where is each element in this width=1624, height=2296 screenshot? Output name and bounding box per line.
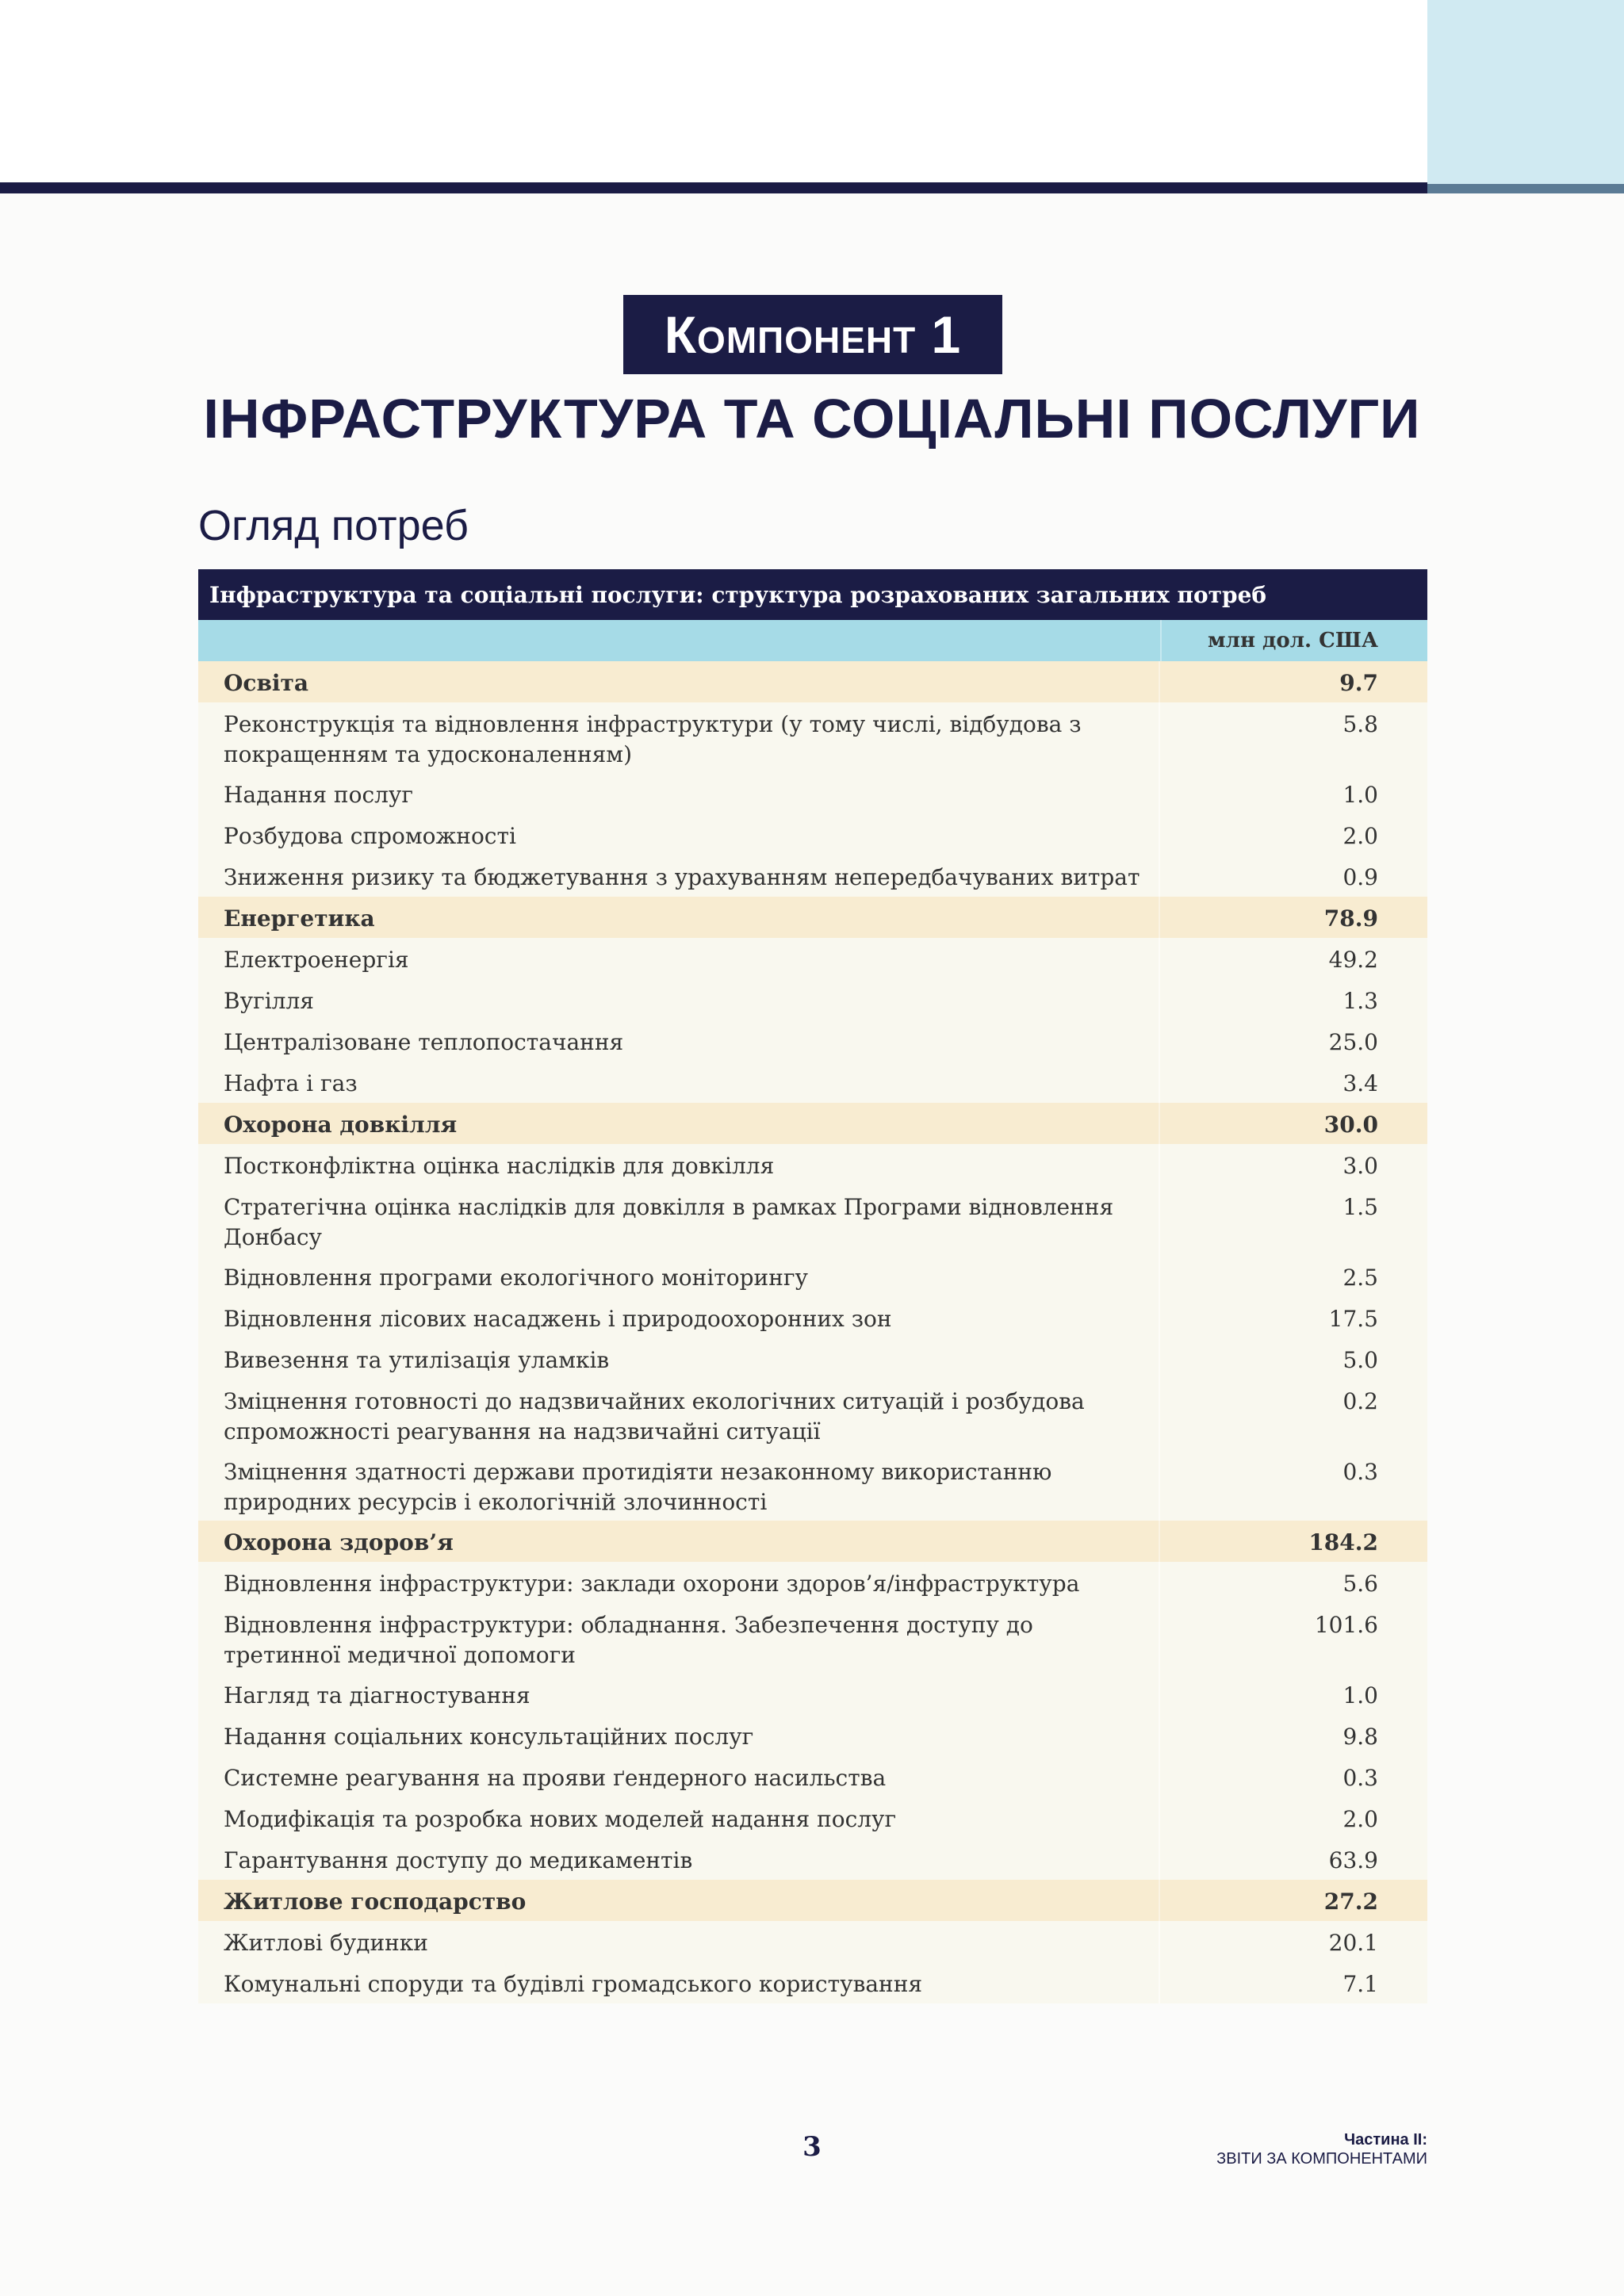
item-name: Відновлення програми екологічного моніторингу <box>198 1256 1160 1297</box>
item-value: 9.8 <box>1342 1724 1378 1750</box>
item-value: 0.3 <box>1342 1765 1378 1791</box>
table-row <box>198 1839 1427 1880</box>
item-name: Вивезення та утилізація уламків <box>198 1338 1160 1380</box>
table-row <box>198 773 1427 814</box>
item-value: 2.0 <box>1342 823 1378 849</box>
table-row <box>198 938 1427 979</box>
corner-color-block <box>1427 0 1624 184</box>
item-name: Зниження ризику та бюджетування з урахуванням непередбачуваних витрат <box>198 855 1160 897</box>
item-value: 0.3 <box>1342 1459 1378 1485</box>
component-badge: Компонент 1 <box>623 295 1002 374</box>
item-value: 3.4 <box>1342 1070 1378 1096</box>
table-title: Інфраструктура та соціальні послуги: структура розрахованих загальних потреб <box>198 569 1427 620</box>
table-row <box>198 1380 1427 1450</box>
category-row <box>198 661 1427 702</box>
item-value: 20.1 <box>1328 1930 1378 1956</box>
table-row <box>198 1256 1427 1297</box>
category-name: Освіта <box>198 661 1160 702</box>
header-rule-accent <box>1427 184 1624 193</box>
item-value: 49.2 <box>1328 947 1378 973</box>
table-row <box>198 1921 1427 1962</box>
item-name: Стратегічна оцінка наслідків для довкілля в рамках Програми відновлення Донбасу <box>198 1185 1160 1256</box>
item-name: Вугілля <box>198 979 1160 1020</box>
item-name: Зміцнення готовності до надзвичайних екологічних ситуацій і розбудова спроможності реагування на надзвичайні ситуації <box>198 1380 1160 1450</box>
category-value: 27.2 <box>1323 1888 1378 1915</box>
category-row <box>198 897 1427 938</box>
item-value: 7.1 <box>1342 1971 1378 1997</box>
needs-table <box>198 569 1427 2003</box>
item-value: 63.9 <box>1328 1847 1378 1873</box>
page-title: ІНФРАСТРУКТУРА ТА СОЦІАЛЬНІ ПОСЛУГИ <box>203 388 1421 450</box>
footer-part-label: Частина II: <box>1344 2131 1427 2149</box>
item-name: Відновлення інфраструктури: обладнання. Забезпечення доступу до третинної медичної допомоги <box>198 1603 1160 1674</box>
category-row <box>198 1521 1427 1562</box>
category-value: 9.7 <box>1339 670 1378 696</box>
item-name: Нагляд та діагностування <box>198 1674 1160 1715</box>
table-row <box>198 1603 1427 1674</box>
item-name: Зміцнення здатності держави протидіяти незаконному використанню природних ресурсів і екологічній злочинності <box>198 1450 1160 1521</box>
table-row <box>198 855 1427 897</box>
table-header-empty-cell <box>198 620 1162 661</box>
item-name: Електроенергія <box>198 938 1160 979</box>
table-row <box>198 1756 1427 1797</box>
table-row <box>198 1062 1427 1103</box>
table-row <box>198 1338 1427 1380</box>
header-rule <box>0 182 1427 193</box>
item-name: Модифікація та розробка нових моделей надання послуг <box>198 1797 1160 1839</box>
category-name: Охорона довкілля <box>198 1103 1160 1144</box>
item-value: 1.0 <box>1342 1682 1378 1709</box>
category-name: Житлове господарство <box>198 1880 1160 1921</box>
category-value: 184.2 <box>1308 1529 1378 1556</box>
item-value: 2.0 <box>1342 1806 1378 1832</box>
category-value: 78.9 <box>1323 905 1378 932</box>
item-value: 101.6 <box>1314 1612 1378 1638</box>
item-value: 1.0 <box>1342 782 1378 808</box>
item-name: Централізоване теплопостачання <box>198 1020 1160 1062</box>
item-value: 1.3 <box>1342 988 1378 1014</box>
item-value: 3.0 <box>1342 1153 1378 1179</box>
category-row <box>198 1880 1427 1921</box>
item-name: Відновлення інфраструктури: заклади охорони здоров’я/інфраструктура <box>198 1562 1160 1603</box>
item-name: Постконфліктна оцінка наслідків для довкілля <box>198 1144 1160 1185</box>
item-value: 0.9 <box>1342 864 1378 890</box>
table-row <box>198 1715 1427 1756</box>
item-name: Гарантування доступу до медикаментів <box>198 1839 1160 1880</box>
table-row <box>198 1450 1427 1521</box>
category-value: 30.0 <box>1323 1112 1378 1138</box>
item-value: 5.8 <box>1342 711 1378 737</box>
item-name: Комунальні споруди та будівлі громадського користування <box>198 1962 1160 2003</box>
item-value: 5.6 <box>1342 1571 1378 1597</box>
top-band <box>0 0 1427 182</box>
item-name: Реконструкція та відновлення інфраструктури (у тому числі, відбудова з покращенням та удосконаленням) <box>198 702 1160 773</box>
item-value: 1.5 <box>1342 1194 1378 1220</box>
table-header-row <box>198 620 1427 661</box>
item-value: 5.0 <box>1342 1347 1378 1373</box>
item-value: 17.5 <box>1328 1306 1378 1332</box>
category-name: Енергетика <box>198 897 1160 938</box>
table-row <box>198 1962 1427 2003</box>
page-number: 3 <box>802 2131 822 2163</box>
item-value: 2.5 <box>1342 1265 1378 1291</box>
table-row <box>198 979 1427 1020</box>
category-row <box>198 1103 1427 1144</box>
item-name: Житлові будинки <box>198 1921 1160 1962</box>
table-header-unit: млн дол. США <box>1208 629 1378 652</box>
item-name: Розбудова спроможності <box>198 814 1160 855</box>
item-name: Нафта і газ <box>198 1062 1160 1103</box>
table-row <box>198 1297 1427 1338</box>
footer-section-label: ЗВІТИ ЗА КОМПОНЕНТАМИ <box>1216 2150 1427 2168</box>
table-row <box>198 1562 1427 1603</box>
item-name: Системне реагування на прояви ґендерного насильства <box>198 1756 1160 1797</box>
table-row <box>198 814 1427 855</box>
table-row <box>198 1144 1427 1185</box>
item-name: Надання послуг <box>198 773 1160 814</box>
section-heading: Огляд потреб <box>198 502 469 549</box>
item-value: 25.0 <box>1328 1029 1378 1055</box>
item-name: Відновлення лісових насаджень і природоохоронних зон <box>198 1297 1160 1338</box>
table-row <box>198 1674 1427 1715</box>
item-name: Надання соціальних консультаційних послуг <box>198 1715 1160 1756</box>
table-row <box>198 1797 1427 1839</box>
table-row <box>198 1020 1427 1062</box>
category-name: Охорона здоров’я <box>198 1521 1160 1562</box>
table-row <box>198 702 1427 773</box>
item-value: 0.2 <box>1342 1388 1378 1414</box>
table-row <box>198 1185 1427 1256</box>
